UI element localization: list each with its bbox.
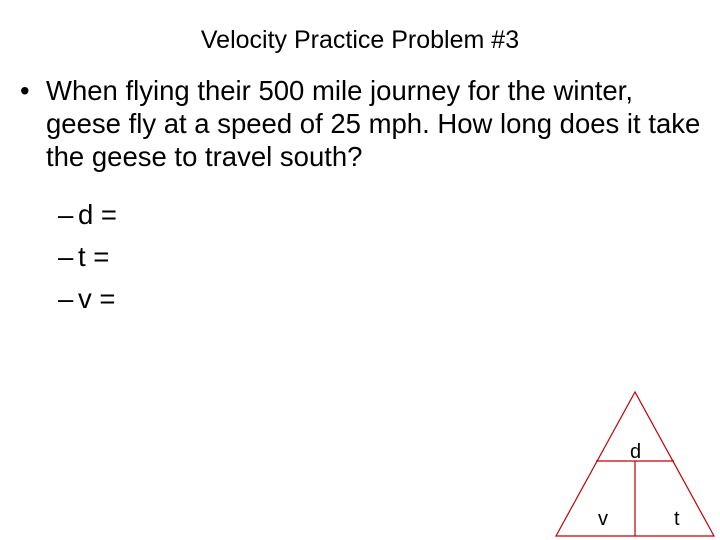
triangle-label-t: t <box>674 508 680 530</box>
triangle-label-d: d <box>630 441 642 463</box>
variable-label: t = <box>78 241 110 272</box>
dash-mark: – <box>58 241 74 272</box>
dash-mark: – <box>58 283 74 314</box>
variable-label: d = <box>78 199 117 230</box>
bullet-mark: • <box>20 75 30 106</box>
problem-text: When flying their 500 mile journey for the winter, geese fly at a speed of 25 mph. How long does it take the geese to travel south? <box>46 75 701 172</box>
dash-mark: – <box>58 199 74 230</box>
triangle-label-v: v <box>598 508 608 530</box>
variable-label: v = <box>78 283 116 314</box>
slide-title: Velocity Practice Problem #3 <box>200 26 520 54</box>
